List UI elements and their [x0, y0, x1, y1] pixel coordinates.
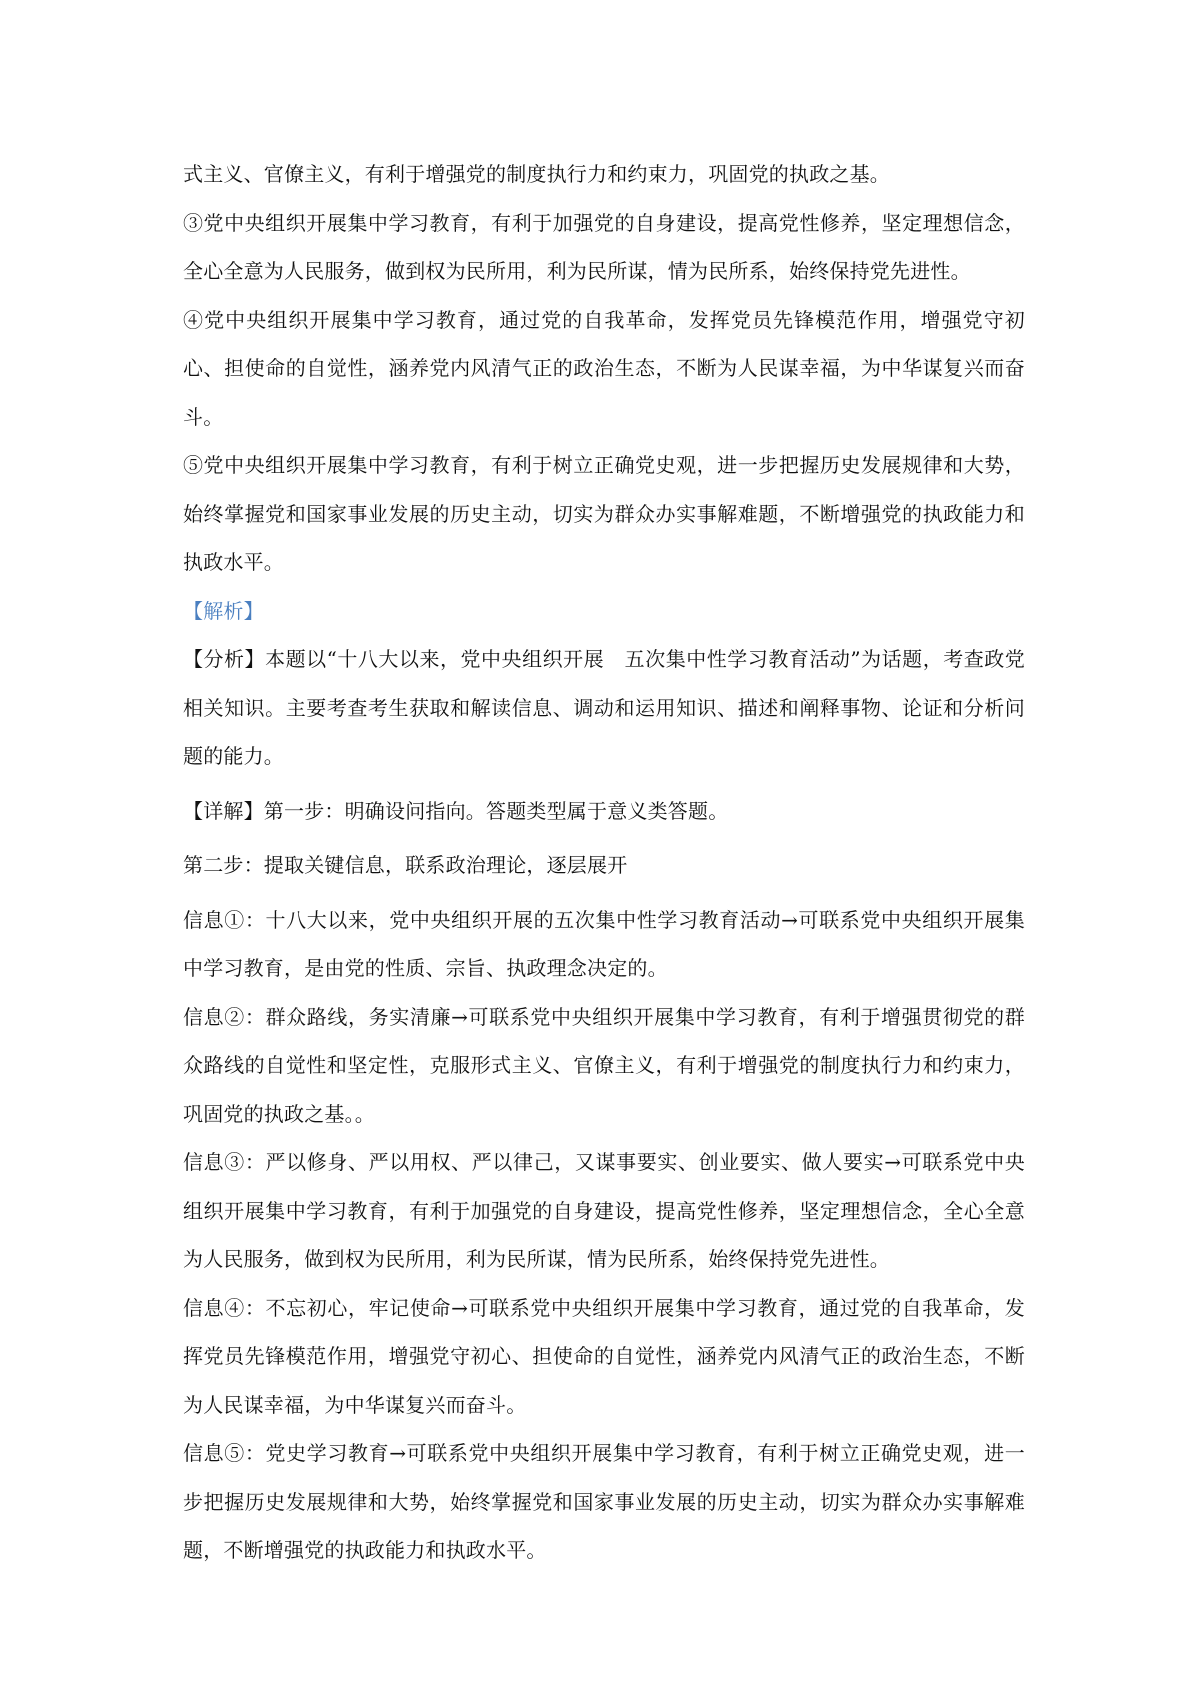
jiexi-heading: 【解析】 — [183, 598, 264, 623]
answer-point-5: ⑤党中央组织开展集中学习教育，有利于树立正确党史观，进一步把握历史发展规律和大势，始终掌握党和国家事业发展的历史主动，切实为群众办实事解难题，不断增强党的执政能力和执政水平。 — [183, 453, 1025, 574]
answer-point-4: ④党中央组织开展集中学习教育，通过党的自我革命，发挥党员先锋模范作用，增强党守初心、担使命的自觉性，涵养党内风清气正的政治生态，不断为人民谋幸福，为中华谋复兴而奋斗。 — [183, 307, 1025, 429]
info-item-1: 信息①：十八大以来，党中央组织开展的五次集中性学习教育活动→可联系党中央组织开展集中学习教育，是由党的性质、宗旨、执政理念决定的。 — [183, 907, 1025, 980]
analysis-paragraph: 【分析】本题以“十八大以来，党中央组织开展 五次集中性学习教育活动”为话题，考查政党相关知识。主要考查考生获取和解读信息、调动和运用知识、描述和阐释事物、论证和分析问题的能力。 — [183, 647, 1025, 768]
answer-point-3: ③党中央组织开展集中学习教育，有利于加强党的自身建设，提高党性修养，坚定理想信念，全心全意为人民服务，做到权为民所用，利为民所谋，情为民所系，始终保持党先进性。 — [183, 210, 1025, 283]
answer-paragraph-continuation: 式主义、官僚主义，有利于增强党的制度执行力和约束力，巩固党的执政之基。 — [183, 162, 890, 186]
document-body — [183, 150, 1025, 1575]
detail-step-2: 第二步：提取关键信息，联系政治理论，逐层展开 — [183, 853, 628, 877]
info-item-4: 信息④：不忘初心，牢记使命→可联系党中央组织开展集中学习教育，通过党的自我革命，发挥党员先锋模范作用，增强党守初心、担使命的自觉性，涵养党内风清气正的政治生态，不断为人民谋幸福，为中华谋复兴而奋斗。 — [183, 1295, 1025, 1417]
detail-step-1: 【详解】第一步：明确设问指向。答题类型属于意义类答题。 — [183, 798, 729, 823]
info-item-2: 信息②：群众路线，务实清廉→可联系党中央组织开展集中学习教育，有利于增强贯彻党的群众路线的自觉性和坚定性，克服形式主义、官僚主义，有利于增强党的制度执行力和约束力，巩固党的执政之基。。 — [183, 1004, 1025, 1126]
info-item-3: 信息③：严以修身、严以用权、严以律己，又谋事要实、创业要实、做人要实→可联系党中央组织开展集中学习教育，有利于加强党的自身建设，提高党性修养，坚定理想信念，全心全意为人民服务，做到权为民所用，利为民所谋，情为民所系，始终保持党先进性。 — [183, 1150, 1025, 1271]
info-item-5: 信息⑤：党史学习教育→可联系党中央组织开展集中学习教育，有利于树立正确党史观，进一步把握历史发展规律和大势，始终掌握党和国家事业发展的历史主动，切实为群众办实事解难题，不断增强党的执政能力和执政水平。 — [183, 1441, 1025, 1562]
